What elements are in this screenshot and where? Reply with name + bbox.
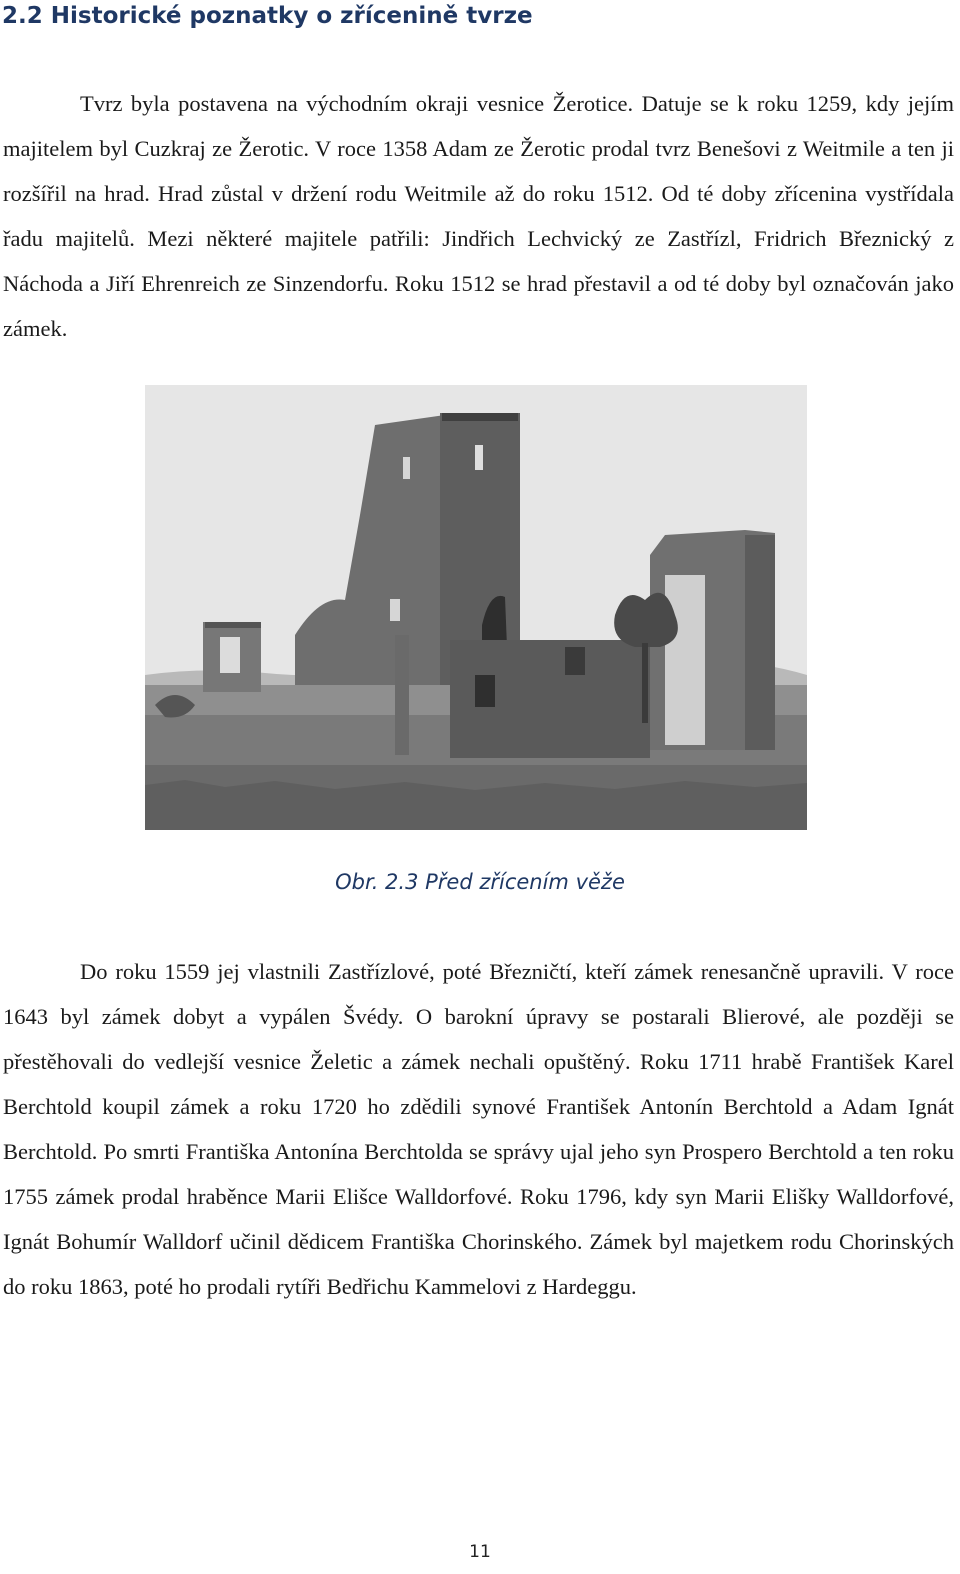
ruin-photo — [145, 385, 807, 830]
figure-caption: Obr. 2.3 Před zřícením věže — [335, 870, 625, 894]
paragraph-1: Tvrz byla postavena na východním okraji vesnice Žerotice. Datuje se k roku 1259, kdy jejím majitelem byl Cuzkraj ze Žerotic. V roce 1358 Adam ze Žerotic prodal tvrz Benešovi z Weitmile a ten ji rozšířil na hrad. Hrad zůstal v držení rodu Weitmile až do roku 1512. Od té doby zřícenina vystřídala řadu majitelů. Mezi některé majitele patřili: Jindřich Lechvický ze Zastřízl, Fridrich Březnický z Náchoda a Jiří Ehrenreich ze Sinzendorfu. Roku 1512 se hrad přestavil a od té doby byl označován jako zámek. — [3, 91, 954, 341]
section-heading: 2.2 Historické poznatky o zřícenině tvrze — [2, 3, 533, 29]
paragraph-2: Do roku 1559 jej vlastnili Zastřízlové, poté Březničtí, kteří zámek renesančně upravili. V roce 1643 byl zámek dobyt a vypálen Švédy. O barokní úpravy se postarali Blierové, ale později se přestěhovali do vedlejší vesnice Želetic a zámek nechali opuštěný. Roku 1711 hrabě František Karel Berchtold koupil zámek a roku 1720 ho zdědili synové František Antonín Berchtold a Adam Ignát Berchtold. Po smrti Františka Antonína Berchtolda se správy ujal jeho syn Prospero Berchtold a ten roku 1755 zámek prodal hraběnce Marii Elišce Walldorfové. Roku 1796, kdy syn Marii Elišky Walldorfové, Ignát Bohumír Walldorf učinil dědicem Františka Chorinského. Zámek byl majetkem rodu Chorinských do roku 1863, poté ho prodali rytíři Bedřichu Kammelovi z Hardeggu. — [3, 959, 954, 1299]
page-number: 11 — [469, 1542, 491, 1562]
